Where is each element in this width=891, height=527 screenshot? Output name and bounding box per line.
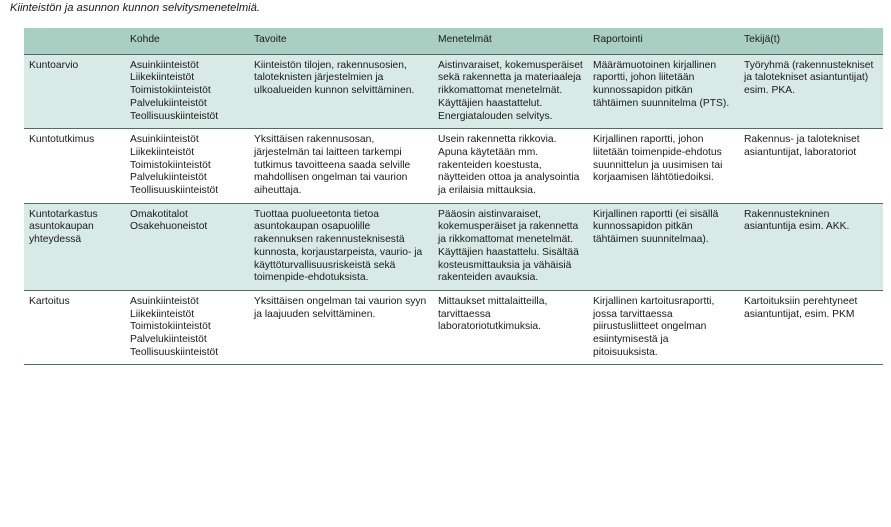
kohde-item: Liikekiinteistöt	[130, 72, 195, 84]
raportointi-cell: Kirjallinen kartoitusraportti, jossa tarvittaessa piirustusliitteet ongelman esiintymisestä ja pitoisuuksista.	[593, 295, 715, 358]
kohde-item: Palvelukiinteistöt	[130, 334, 207, 346]
row-name-cell: Kuntotarkastus asuntokaupan yhteydessä	[29, 208, 98, 246]
kohde-item: Teollisuuskiinteistöt	[130, 185, 219, 197]
kohde-item: Omakotitalot	[130, 208, 188, 220]
row-name-cell: Kartoitus	[29, 295, 70, 307]
kohde-item: Palvelukiinteistöt	[130, 97, 207, 109]
menetelmat-cell: Usein rakennetta rikkovia. Apuna käytetään mm. rakenteiden koestusta, näytteiden ottoa ja analysointia ja erilaisia mittauksia.	[438, 134, 580, 197]
table-caption: Kiinteistön ja asunnon kunnon selvitysmenetelmiä.	[10, 2, 260, 14]
kohde-item: Teollisuuskiinteistöt	[130, 110, 219, 122]
kohde-item: Osakehuoneistot	[130, 221, 208, 233]
kohde-item: Toimistokiinteistöt	[130, 321, 211, 333]
tavoite-cell: Kiinteistön tilojen, rakennusosien, taloteknisten järjestelmien ja ulkoalueiden kunnon selvittäminen.	[254, 59, 415, 97]
header-cell-tekija: Tekijä(t)	[744, 34, 781, 45]
kohde-cell	[125, 290, 249, 365]
header-cell-empty	[24, 28, 125, 54]
tekija-cell: Työryhmä (rakennustekniset ja talotekniset asiantuntijat) esim. PKA.	[744, 59, 874, 97]
kohde-item: Teollisuuskiinteistöt	[130, 346, 219, 358]
kohde-item: Asuinkiinteistöt	[130, 295, 199, 307]
header-cell-tavoite: Tavoite	[254, 34, 287, 45]
tekija-cell: Rakennustekninen asiantuntija esim. AKK.	[744, 208, 850, 233]
menetelmat-cell: Aistinvaraiset, kokemusperäiset sekä rakennetta ja materiaaleja rikkomattomat menetelmät. Käyttäjien haastattelut. Energiatalouden selvitys.	[438, 59, 583, 122]
table-row	[24, 203, 883, 290]
tekija-cell: Rakennus- ja talotekniset asiantuntijat, laboratoriot	[744, 134, 860, 158]
tavoite-cell: Yksittäisen rakennusosan, järjestelmän tai laitteen tarkempi tutkimus tavoitteena saada selville mahdollisen ongelman tai vaurion aiheuttaja.	[254, 134, 411, 197]
header-cell-kohde: Kohde	[130, 34, 160, 45]
table-row	[24, 129, 883, 204]
header-cell-menetelmat: Menetelmät	[438, 34, 492, 45]
kohde-item: Liikekiinteistöt	[130, 146, 195, 158]
kohde-item: Palvelukiinteistöt	[130, 172, 207, 184]
row-name-cell: Kuntoarvio	[29, 59, 79, 71]
raportointi-cell: Määrämuotoinen kirjallinen raportti, johon liitetään kunnossapidon pitkän tähtäimen suunnitelma (PTS).	[593, 59, 730, 109]
menetelmat-cell: Mittaukset mittalaitteilla, tarvittaessa laboratoriotutkimuksia.	[438, 295, 548, 333]
row-name-cell: Kuntotutkimus	[29, 134, 95, 146]
kohde-item: Toimistokiinteistöt	[130, 159, 211, 171]
raportointi-cell: Kirjallinen raportti (ei sisällä kunnossapidon pitkän tähtäimen suunnitelmaa).	[593, 208, 719, 246]
kohde-item: Asuinkiinteistöt	[130, 134, 199, 146]
kohde-item: Asuinkiinteistöt	[130, 59, 199, 71]
kohde-cell	[125, 129, 249, 204]
kohde-item: Liikekiinteistöt	[130, 308, 195, 320]
kohde-cell	[125, 203, 249, 290]
tavoite-cell: Tuottaa puolueetonta tietoa asuntokaupan osapuolille rakennuksen rakennusteknisestä kunnosta, korjaustarpeista, vaurio- ja käyttöturvallisuusriskeistä sekä toimenpide-ehdotuksista.	[254, 208, 423, 284]
header-row	[24, 28, 883, 54]
menetelmat-cell: Pääosin aistinvaraiset, kokemusperäiset ja rakennetta ja rikkomattomat menetelmät. Käyttäjien haastattelu. Sisältää kosteusmittauksia ja vähäisiä rakenteiden avauksia.	[438, 208, 579, 284]
tekija-cell: Kartoituksiin perehtyneet asiantuntijat, esim. PKM	[744, 295, 858, 320]
table-row	[24, 54, 883, 129]
raportointi-cell: Kirjallinen raportti, johon liitetään toimenpide-ehdotus suunnittelun ja uusimisen tai korjaamisen lähtötiedoiksi.	[593, 134, 723, 184]
kohde-item: Toimistokiinteistöt	[130, 85, 211, 97]
kohde-cell	[125, 54, 249, 129]
tavoite-cell: Yksittäisen ongelman tai vaurion syyn ja laajuuden selvittäminen.	[254, 295, 427, 320]
table-row	[24, 290, 883, 365]
header-cell-raportointi: Raportointi	[593, 34, 643, 45]
methods-table	[24, 28, 883, 365]
